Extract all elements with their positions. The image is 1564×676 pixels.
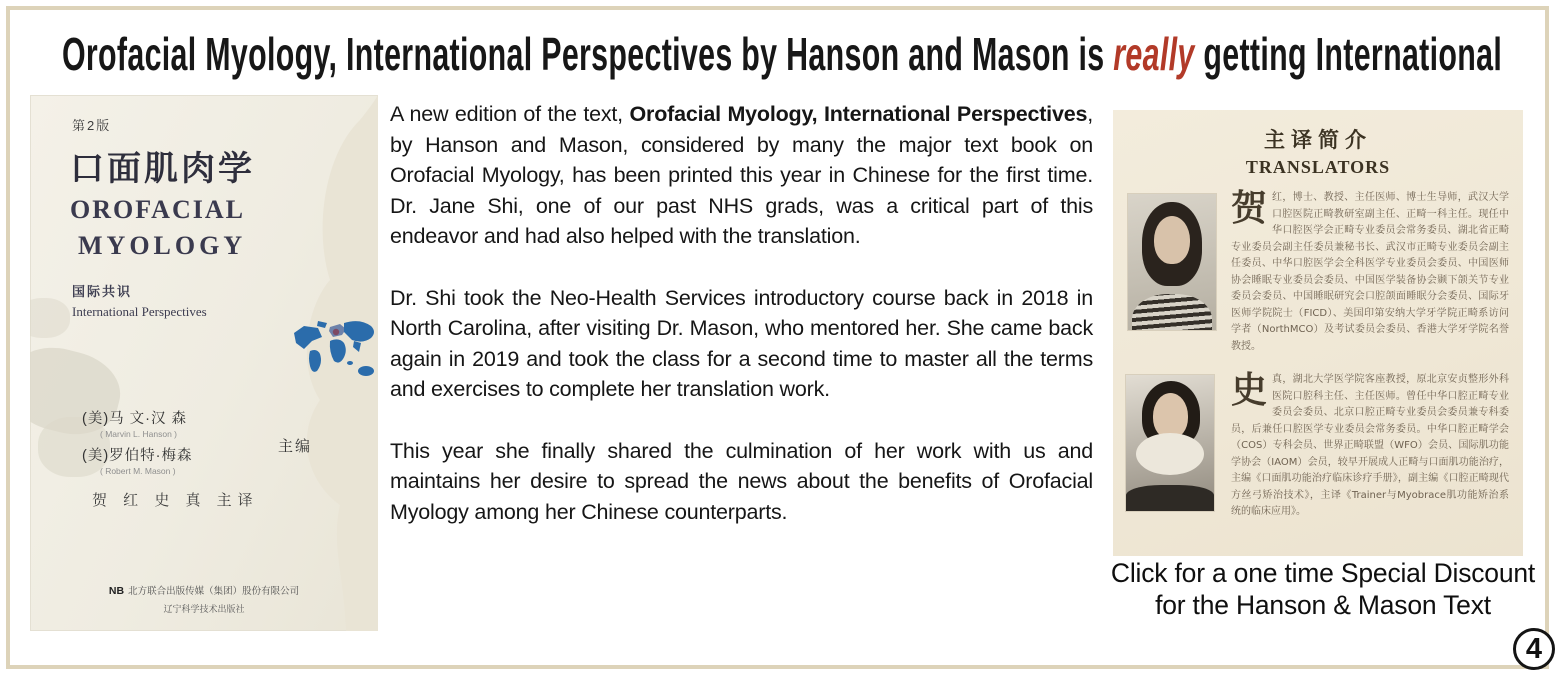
author2-english: ( Robert M. Mason ) (100, 466, 176, 476)
discount-link[interactable] (1100, 557, 1546, 621)
article-paragraph-3: This year she finally shared the culmination of her work with us and maintains her desire to spread the news about the benefits of Orofacial Myology among her Chinese counterparts. (390, 438, 1093, 524)
translator2-photo (1126, 375, 1214, 511)
p1-after: , by Hanson and Mason, considered by many the major text book on Orofacial Myology, has been printed this year in Chinese for the first time. Dr. Jane Shi, one of our past NHS grads, was a critical part of this endeavor and had also helped with the translation. (390, 102, 1093, 248)
book-cover-image (30, 95, 378, 631)
editor-label: 主编 (278, 438, 313, 455)
author1-english: ( Marvin L. Hanson ) (100, 429, 177, 439)
p1-book-title-bold: Orofacial Myology, International Perspectives (629, 102, 1088, 126)
world-map-icon (288, 309, 378, 399)
p1-before: A new edition of the text, (390, 102, 630, 126)
translator1-photo (1128, 194, 1216, 330)
translator2-bio-text: 真，湖北大学医学院客座教授，原北京安贞整形外科医院口腔科主任、主任医师。曾任中华口腔正畸专业委员会委员、北京口腔正畸专业委员会委员兼专科委员，后兼任口腔医学专业委员会常务委员。中华口腔正畸学会（COS）专科会员、世界正畸联盟（WFO）会员、国际肌功能学协会（IAOM）会员，较早开展成人正畸与口面肌功能治疗，主编《口面肌功能治疗临床诊疗手册》，副主编《口腔正畸现代方丝弓矫治技术》，主译《Trainer与Myobrace肌功能矫治系统的临床应用》。 (1231, 374, 1509, 517)
translator1-bio (1231, 190, 1509, 355)
article-paragraph-1 (390, 99, 1093, 252)
page-number-badge (1513, 628, 1555, 670)
cover-title-chinese: 口面肌肉学 (70, 151, 255, 188)
page-number: 4 (1525, 632, 1543, 665)
cover-edition-label: 第2版 (72, 118, 112, 133)
publisher-block (30, 583, 378, 615)
title-text-suffix: getting International (1194, 28, 1503, 80)
title-highlight: really (1113, 28, 1195, 80)
cover-subtitle-chinese: 国际共识 (72, 284, 133, 299)
article-paragraph-2: Dr. Shi took the Neo-Health Services introductory course back in 2018 in North Carolina, after visiting Dr. Mason, who mentored her. She came back again in 2019 and took the class for a second time to master all the terms and exercises to complete her translation work. (390, 285, 1093, 401)
author2-chinese: (美)罗伯特·梅森 (82, 448, 193, 464)
discount-line2[interactable]: for the Hanson & Mason Text (1155, 590, 1491, 620)
publisher-name: 北方联合出版传媒（集团）股份有限公司 (128, 586, 300, 597)
title-text-prefix: Orofacial Myology, International Perspectives by Hanson and Mason is (61, 28, 1114, 80)
faint-map-shape (30, 298, 70, 338)
author1-chinese: (美)马 文·汉 森 (82, 411, 188, 427)
publisher-logo: NB (108, 585, 125, 597)
discount-line1[interactable]: Click for a one time Special Discount (1110, 558, 1536, 588)
article-text (390, 99, 1093, 558)
photo-striped-shirt-shape (1132, 294, 1212, 330)
translators-panel (1113, 110, 1523, 556)
translator2-dropcap: 史 (1231, 370, 1268, 410)
page-title (0, 24, 1564, 84)
publisher-line2: 辽宁科学技术出版社 (163, 604, 245, 614)
translators-heading-english: TRANSLATORS (1245, 157, 1391, 177)
translator2-bio (1231, 372, 1509, 521)
translator1-bio-text: 红，博士、教授、主任医师、博士生导师，武汉大学口腔医院正畸教研室副主任、正畸一科主任。现任中华口腔医学会正畸专业委员会常务委员、湖北省正畸专业委员会副主任委员兼秘书长、武汉市正畸专业委员会副主任委员、中华口腔医学会全科医学专业委员会委员、中国医师协会睡眠专业委员会委员、中国医学装备协会颞下颌关节专业委员会委员、中国睡眠研究会口腔颌面睡眠分会委员、国际牙医师学院院士（FICD）、美国印第安纳大学牙学院正畸系访问学者（NorthMCO）及考试委员会委员、香港大学牙学院名誉教授。 (1231, 192, 1509, 352)
translators-heading-chinese: 主译简介 (1264, 128, 1372, 152)
translator1-dropcap: 贺 (1231, 188, 1268, 228)
cover-subtitle-english: International Perspectives (72, 304, 207, 319)
cover-authors-block (82, 407, 317, 481)
publisher-line1 (30, 583, 378, 597)
photo-scarf-shape (1136, 433, 1204, 475)
photo-face-shape (1154, 216, 1190, 264)
cover-title-english-line2: MYOLOGY (78, 231, 247, 260)
cover-translators-line: 贺 红 史 真 主译 (92, 492, 259, 509)
photo-shirt-shape (1126, 485, 1214, 511)
translators-heading (1113, 110, 1523, 178)
cover-title-english-line1: OROFACIAL (70, 195, 245, 224)
